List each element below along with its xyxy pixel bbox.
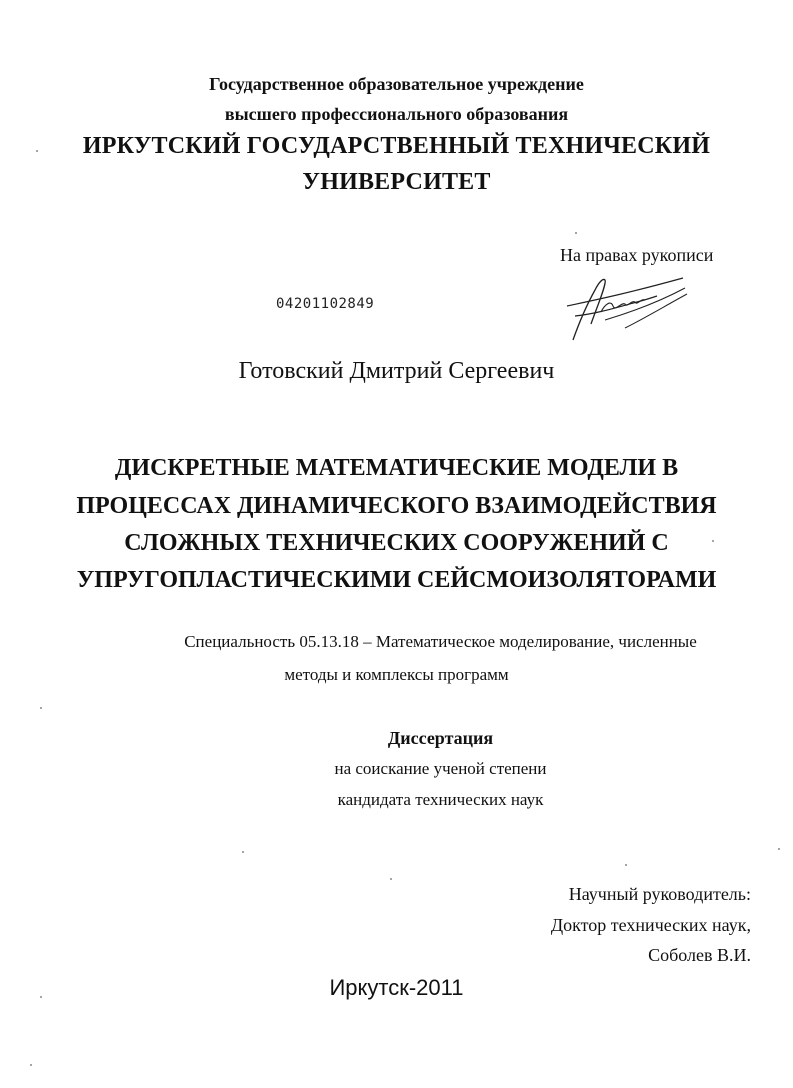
university-name-line-1: ИРКУТСКИЙ ГОСУДАРСТВЕННЫЙ ТЕХНИЧЕСКИЙ — [82, 133, 711, 159]
scan-speck — [575, 232, 577, 234]
scan-speck — [390, 878, 392, 880]
city-year: Иркутск-2011 — [329, 975, 464, 1000]
title-line-3: СЛОЖНЫХ ТЕХНИЧЕСКИХ СООРУЖЕНИЙ С — [124, 530, 669, 556]
scan-speck — [625, 864, 627, 866]
dissertation-heading: Диссертация — [387, 728, 494, 748]
dissertation-degree-line-2: кандидата технических наук — [337, 790, 544, 809]
scan-speck — [30, 1064, 32, 1066]
title-line-4: УПРУГОПЛАСТИЧЕСКИМИ СЕЙСМОИЗОЛЯТОРАМИ — [76, 567, 717, 593]
scan-speck — [40, 996, 42, 998]
library-stamp-number: 04201102849 — [276, 296, 375, 312]
supervisor-name: Соболев В.И. — [648, 945, 751, 965]
supervisor-label: Научный руководитель: — [568, 884, 751, 904]
institution-line-2: высшего профессионального образования — [224, 104, 569, 124]
dissertation-degree-line-1: на соискание ученой степени — [334, 759, 547, 778]
scan-speck — [778, 848, 780, 850]
scan-speck — [712, 540, 714, 542]
scan-speck — [242, 851, 244, 853]
scan-speck — [36, 150, 38, 152]
author-name: Готовский Дмитрий Сергеевич — [238, 358, 555, 384]
specialty-line-2: методы и комплексы программ — [284, 665, 509, 684]
handwritten-signature — [565, 268, 695, 348]
university-name-line-2: УНИВЕРСИТЕТ — [302, 169, 491, 195]
manuscript-rights-note: На правах рукописи — [560, 245, 714, 265]
supervisor-degree: Доктор технических наук, — [550, 915, 751, 935]
institution-line-1: Государственное образовательное учреждение — [209, 74, 584, 94]
title-line-1: ДИСКРЕТНЫЕ МАТЕМАТИЧЕСКИЕ МОДЕЛИ В — [114, 455, 679, 481]
scan-speck — [40, 707, 42, 709]
specialty-line-1: Специальность 05.13.18 – Математическое моделирование, численные — [184, 632, 697, 651]
title-line-2: ПРОЦЕССАХ ДИНАМИЧЕСКОГО ВЗАИМОДЕЙСТВИЯ — [76, 493, 717, 519]
